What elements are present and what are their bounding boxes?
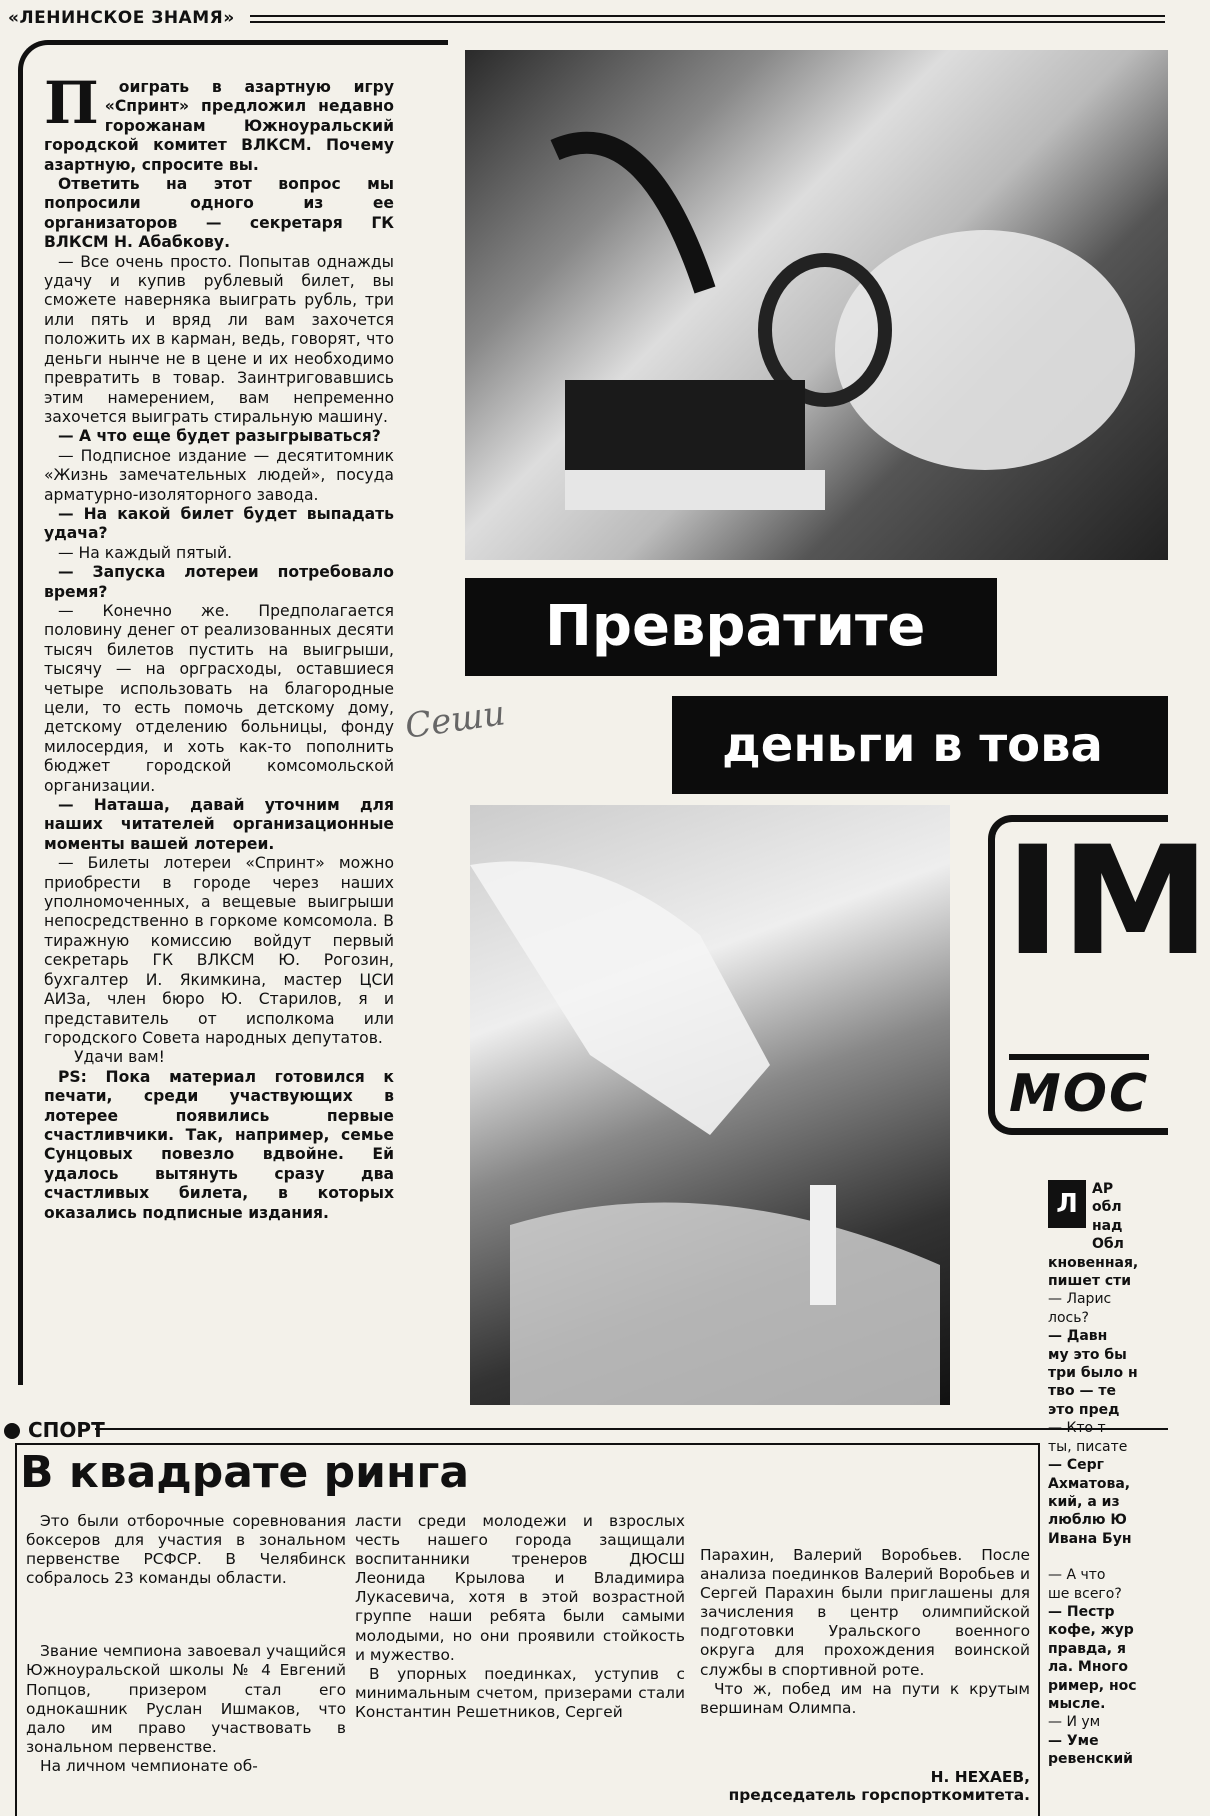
right-line: ла. Много bbox=[1048, 1659, 1129, 1676]
sport-paragraph: Это были отборочные соревнования боксеров для участия в зональном первенстве РСФСР. В Челябинск собралось 23 команды области. bbox=[26, 1512, 346, 1588]
right-dropcap: Л bbox=[1048, 1180, 1086, 1228]
right-line: пишет сти bbox=[1048, 1273, 1132, 1290]
sport-paragraph: Парахин, Валерий Воробьев. После анализа поединков Валерий Воробьев и Сергей Парахин были приглашены для зачисления в центр олимпийской подготовки Уральского военного округа для прохождения воинской службы в спортивной роте. bbox=[700, 1546, 1030, 1679]
handwritten-note: Сеши bbox=[402, 693, 508, 747]
paragraph-11: Удачи вам! bbox=[74, 1048, 165, 1067]
sport-signoff bbox=[700, 1768, 1030, 1804]
right-line: — И ум bbox=[1048, 1714, 1101, 1731]
masthead-rule bbox=[250, 15, 1165, 23]
sport-paragraph: ласти среди молодежи и взрослых честь нашего города защищали воспитанники тренеров ДЮСШ Леонида Крылова и Владимира Лукасевича, хотя в этой возрастной группе наши ребята были самыми молодыми, но они проявили стойкость и мужество. bbox=[355, 1512, 685, 1664]
right-line: кофе, жур bbox=[1048, 1622, 1134, 1639]
right-line: ревенский bbox=[1048, 1751, 1133, 1768]
right-line: кновенная, bbox=[1048, 1254, 1139, 1271]
right-line: — Кто т bbox=[1048, 1420, 1106, 1437]
right-line: правда, я bbox=[1048, 1640, 1126, 1657]
rubric-logo bbox=[988, 815, 1210, 1135]
paragraph-2: — Все очень просто. Попытав однажды удачу и купив рублевый билет, вы сможете наверняка выиграть рубль, три или пять и вряд ли вам захочется положить их в карман, ведь, говорят, что деньги нынче не в цене и их необходимо превратить в товар. Заинтриговавшись этим намерением, вам непременно захочется выиграть стиральную машину. bbox=[44, 252, 394, 426]
right-line: люблю Ю bbox=[1048, 1512, 1127, 1529]
logo-letters: IM bbox=[1005, 815, 1210, 989]
masthead: «ЛЕНИНСКОЕ ЗНАМЯ» bbox=[8, 8, 235, 28]
paragraph-6: — На каждый пятый. bbox=[58, 543, 233, 562]
right-line: лось? bbox=[1048, 1309, 1089, 1326]
still-life-shapes bbox=[465, 50, 1168, 560]
right-line: Ивана Бун bbox=[1048, 1530, 1132, 1547]
right-line: это пред bbox=[1048, 1401, 1120, 1418]
bullet-icon bbox=[4, 1423, 20, 1439]
right-line: — Давн bbox=[1048, 1328, 1108, 1345]
sport-author: Н. НЕХАЕВ, bbox=[930, 1768, 1030, 1786]
sport-paragraph: В упорных поединках, уступив с минимальным счетом, призерами стали Константин Решетников, Сергей bbox=[355, 1664, 685, 1721]
paragraph-4: — Подписное издание — десятитомник «Жизнь замечательных людей», посуда арматурно-изоляторного завода. bbox=[44, 446, 394, 504]
sport-column-3 bbox=[700, 1546, 1030, 1718]
right-line: ше всего? bbox=[1048, 1585, 1122, 1602]
right-line: Обл bbox=[1092, 1236, 1124, 1253]
logo-subtitle: MOC bbox=[1009, 1054, 1149, 1124]
paragraph-0: П оиграть в азартную игру «Спринт» предложил недавно горожанам Южноуральский городской комитет ВЛКСМ. Почему азартную, спросите вы. bbox=[44, 69, 394, 174]
right-line: ример, нос bbox=[1048, 1677, 1137, 1694]
paragraph-7: — Запуска лотереи потребовало время? bbox=[44, 563, 394, 601]
headline-part-1: Превратите bbox=[465, 578, 997, 676]
paragraph-8: — Конечно же. Предполагается половину денег от реализованных десяти тысяч билетов пустить на выигрыши, тысячу — на орграсходы, оставшиеся четыре использовать на благородные цели, то есть помочь детскому дому, детскому отделению больницы, фонду милосердия, и хоть как-то пополнить бюджет городской комсомольской организации. bbox=[44, 601, 395, 795]
paragraph-1: Ответить на этот вопрос мы попросили одного из ее организаторов — секретаря ГК ВЛКСМ Н. Абабкову. bbox=[44, 175, 394, 252]
still-life-photo bbox=[465, 50, 1168, 560]
right-column-text bbox=[1048, 1180, 1168, 1769]
right-line: тво — те bbox=[1048, 1383, 1116, 1400]
right-line: АР bbox=[1092, 1181, 1114, 1197]
sport-paragraph: Звание чемпиона завоевал учащийся Южноуральской школы № 4 Евгений Попцов, призером стал его однокашник Руслан Ишмаков, что дало им право участвовать в зональном первенстве. bbox=[26, 1642, 346, 1756]
right-line: Ахматова, bbox=[1048, 1475, 1131, 1492]
sport-column-1 bbox=[26, 1512, 346, 1776]
sport-column-2 bbox=[355, 1512, 685, 1722]
paragraph-10: — Билеты лотереи «Спринт» можно приобрести в городе через наших уполномоченных, а вещевые выигрыши непосредственно в горкоме комсомола. В тиражную комиссию войдут первый секретарь ГК ВЛКСМ Ю. Рогозин, бухгалтер И. Якимкина, мастер ЦСИ АИЗа, член бюро Ю. Старилов, я и представитель от исполкома или городского Совета народных депутатов. bbox=[44, 854, 394, 1047]
right-line: — Ларис bbox=[1048, 1291, 1112, 1308]
right-line: ты, писате bbox=[1048, 1438, 1128, 1455]
paragraph-12: PS: Пока материал готовился к печати, среди участвующих в лотерее появились первые счастливчики. Так, например, семье Сунцовых повезло вдвойне. Ей удалось вытянуть сразу два счастливых билета, в которых оказались подписные издания. bbox=[44, 1067, 394, 1222]
main-article bbox=[44, 69, 395, 1223]
section-label-sport: СПОРТ bbox=[4, 1418, 105, 1442]
dropcap: П bbox=[44, 69, 99, 137]
sport-author-title: председатель горспорткомитета. bbox=[728, 1786, 1030, 1804]
right-line: над bbox=[1092, 1217, 1123, 1234]
headline-part-2: деньги в това bbox=[672, 696, 1168, 794]
paragraph-3: — А что еще будет разыгрываться? bbox=[58, 427, 381, 446]
right-line: му это бы bbox=[1048, 1346, 1127, 1363]
right-line: — А что bbox=[1048, 1567, 1106, 1584]
tickets-shapes bbox=[470, 805, 950, 1405]
section-rule bbox=[95, 1428, 1168, 1430]
right-line: кий, а из bbox=[1048, 1493, 1120, 1510]
right-line: обл bbox=[1092, 1199, 1122, 1216]
lottery-tickets-photo bbox=[470, 805, 950, 1405]
right-line: мысле. bbox=[1048, 1695, 1106, 1712]
right-line: — Уме bbox=[1048, 1732, 1099, 1749]
paragraph-5: — На какой билет будет выпадать удача? bbox=[44, 504, 394, 543]
sport-paragraph: Что ж, побед им на пути к крутым вершинам Олимпа. bbox=[700, 1679, 1030, 1717]
right-line: — Серг bbox=[1048, 1457, 1104, 1474]
paragraph-9: — Наташа, давай уточним для наших читателей организационные моменты вашей лотереи. bbox=[44, 796, 394, 853]
sport-paragraph: На личном чемпионате об- bbox=[40, 1756, 258, 1775]
right-line: три было н bbox=[1048, 1365, 1138, 1382]
right-line: — Пестр bbox=[1048, 1603, 1115, 1620]
sport-headline: В квадрате ринга bbox=[20, 1447, 470, 1498]
